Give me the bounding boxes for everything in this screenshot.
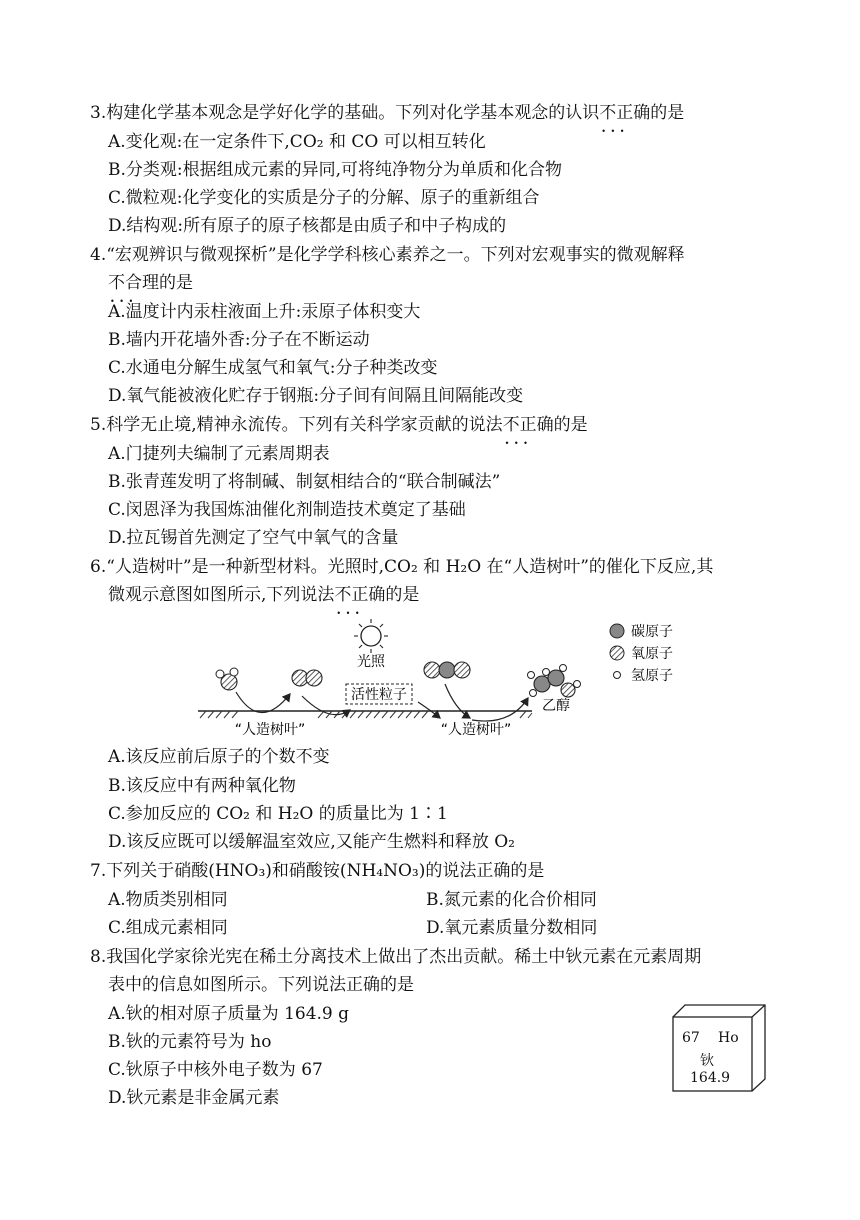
- q3-stem: 3.构建化学基本观念是学好化学的基础。下列对化学基本观念的认识不正确 • • •的是: [90, 102, 684, 124]
- element-card-holmium: [672, 1004, 766, 1092]
- q7-option-d: D.氧元素质量分数相同: [426, 918, 598, 938]
- co2-molecule-icon: [424, 662, 470, 678]
- q6-option-a: A.该反应前后原子的个数不变: [108, 747, 330, 767]
- q6-option-b: B.该反应中有两种氧化物: [108, 776, 296, 796]
- q7-stem: 7.下列关于硝酸(HNO₃)和硝酸铵(NH₄NO₃)的说法正确的是: [90, 861, 545, 881]
- q3-option-b: B.分类观:根据组成元素的异同,可将纯净物分为单质和化合物: [108, 160, 563, 180]
- q4-option-d: D.氧气能被液化贮存于钢瓶:分子间有间隔且间隔能改变: [108, 386, 524, 406]
- carbon-atom-icon: [610, 624, 624, 638]
- q4-option-a: A.温度计内汞柱液面上升:汞原子体积变大: [108, 302, 421, 322]
- ethanol-label: 乙醇: [542, 698, 570, 714]
- leaf-label-left: “人造树叶”: [234, 722, 306, 738]
- legend-hydrogen: 氢原子: [631, 668, 673, 684]
- q3-option-c: C.微粒观:化学变化的实质是分子的分解、原子的重新组合: [108, 188, 540, 208]
- q8-option-d: D.钬元素是非金属元素: [108, 1088, 280, 1108]
- q6-stem-cont: 微观示意图如图所示,下列说法不正确 • • •的是: [108, 584, 419, 606]
- q4-stem: 4.“宏观辨识与微观探析”是化学学科核心素养之一。下列对宏观事实的微观解释: [90, 245, 685, 265]
- q3-option-d: D.结构观:所有原子的原子核都是由质子和中子构成的: [108, 216, 507, 236]
- water-molecule-icon: [216, 668, 238, 690]
- q3-option-a: A.变化观:在一定条件下,CO₂ 和 CO 可以相互转化: [108, 132, 486, 152]
- q7-option-c: C.组成元素相同: [108, 918, 228, 938]
- oxygen-atom-icon: [610, 646, 624, 660]
- artificial-leaf-diagram: [190, 614, 710, 744]
- element-symbol: Ho: [718, 1030, 739, 1046]
- q8-stem-cont: 表中的信息如图所示。下列说法正确的是: [108, 975, 414, 995]
- q5-option-d: D.拉瓦锡首先测定了空气中氧气的含量: [108, 528, 399, 548]
- q6-option-c: C.参加反应的 CO₂ 和 H₂O 的质量比为 1∶1: [108, 804, 448, 824]
- q4-option-c: C.水通电分解生成氢气和氧气:分子种类改变: [108, 358, 438, 378]
- q8-option-a: A.钬的相对原子质量为 164.9 g: [108, 1004, 350, 1024]
- oxygen-molecule-icon: [292, 670, 322, 686]
- q8-option-c: C.钬原子中核外电子数为 67: [108, 1060, 323, 1080]
- q5-stem: 5.科学无止境,精神永流传。下列有关科学家贡献的说法不正确 • • •的是: [90, 414, 588, 436]
- legend-oxygen: 氧原子: [631, 646, 673, 662]
- q5-option-a: A.门捷列夫编制了元素周期表: [108, 444, 330, 464]
- light-label: 光照: [357, 654, 385, 670]
- q4-option-b: B.墙内开花墙外香:分子在不断运动: [108, 330, 370, 350]
- q6-option-d: D.该反应既可以缓解温室效应,又能产生燃料和释放 O₂: [108, 832, 515, 852]
- q5-option-b: B.张青莲发明了将制碱、制氨相结合的“联合制碱法”: [108, 472, 501, 492]
- q8-option-b: B.钬的元素符号为 ho: [108, 1032, 272, 1052]
- q7-option-b: B.氮元素的化合价相同: [426, 890, 597, 910]
- legend-carbon: 碳原子: [631, 624, 673, 640]
- q5-option-c: C.闵恩泽为我国炼油催化剂制造技术奠定了基础: [108, 500, 466, 520]
- atomic-mass: 164.9: [690, 1070, 731, 1086]
- q8-stem: 8.我国化学家徐光宪在稀土分离技术上做出了杰出贡献。稀土中钬元素在元素周期: [90, 947, 702, 967]
- atomic-number: 67: [682, 1030, 700, 1046]
- active-particles-label: 活性粒子: [351, 687, 407, 703]
- element-name: 钬: [700, 1053, 714, 1069]
- ethanol-molecule-icon: [528, 665, 581, 698]
- q4-stem-cont: 不合理 • • •的是: [108, 272, 193, 294]
- hydrogen-atom-icon: [614, 672, 621, 679]
- sun-icon: [354, 619, 388, 653]
- q7-option-a: A.物质类别相同: [108, 890, 228, 910]
- q6-stem: 6.“人造树叶”是一种新型材料。光照时,CO₂ 和 H₂O 在“人造树叶”的催化下反应,其: [90, 557, 714, 577]
- leaf-label-right: “人造树叶”: [440, 722, 512, 738]
